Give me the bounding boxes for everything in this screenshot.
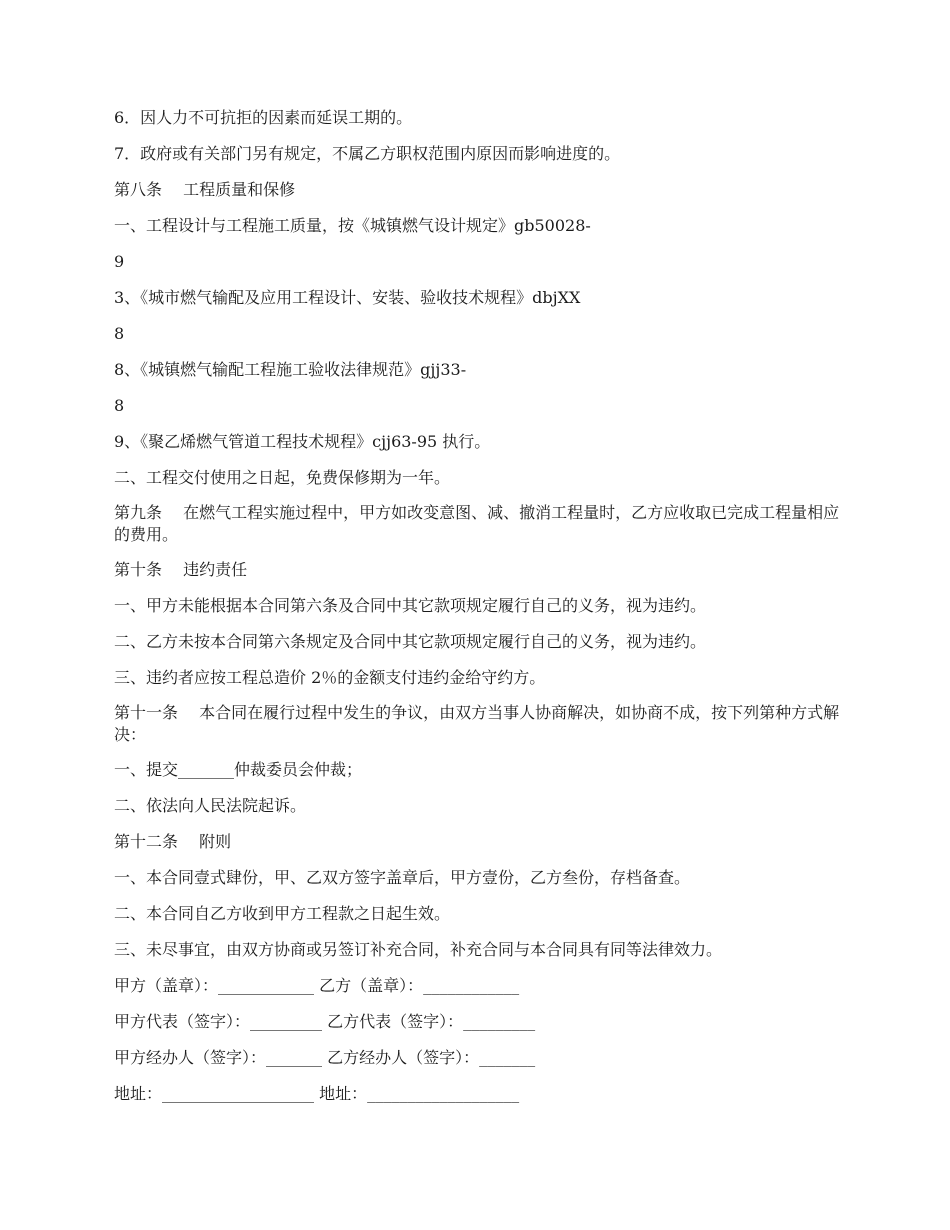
article-11-option-2: 二、依法向人民法院起诉。 (114, 796, 307, 815)
article-10-item-2: 二、乙方未按本合同第六条规定及合同中其它款项规定履行自己的义务，视为违约。 (114, 632, 707, 651)
article-12-item-2: 二、本合同自乙方收到甲方工程款之日起生效。 (114, 904, 451, 923)
article-8-heading: 第八条 工程质量和保修 (114, 180, 296, 199)
article-12-heading: 第十二条 附则 (114, 832, 232, 851)
article-8-item-9: 9、《聚乙烯燃气管道工程技术规程》cjj63-95 执行。 (114, 432, 491, 451)
article-10-item-3: 三、违约者应按工程总造价 2％的金额支付违约金给守约方。 (114, 668, 546, 687)
article-12-item-3: 三、未尽事宜，由双方协商或另签订补充合同，补充合同与本合同具有同等法律效力。 (114, 940, 723, 959)
article-11: 第十一条 本合同在履行过程中发生的争议，由双方当事人协商解决，如协商不成，按下列第种方式解决： (114, 703, 840, 744)
article-12-item-1: 一、本合同壹式肆份，甲、乙双方签字盖章后，甲方壹份，乙方叁份，存档备查。 (114, 868, 691, 887)
article-11-option-1: 一、提交_______仲裁委员会仲裁； (114, 760, 363, 779)
document-page (114, 106, 844, 1118)
article-8-item-8-suffix: 8 (114, 396, 125, 415)
article-10-heading: 第十条 违约责任 (114, 560, 248, 579)
article-10-item-1: 一、甲方未能根据本合同第六条及合同中其它款项规定履行自己的义务，视为违约。 (114, 596, 707, 615)
article-8-warranty: 二、工程交付使用之日起，免费保修期为一年。 (114, 468, 451, 487)
signature-handler-line: 甲方经办人（签字）：_______ 乙方经办人（签字）：_______ (114, 1048, 536, 1067)
clause-government-regulation: 7．政府或有关部门另有规定，不属乙方职权范围内原因而影响进度的。 (114, 144, 621, 163)
signature-representative-line: 甲方代表（签字）：_________ 乙方代表（签字）：_________ (114, 1012, 536, 1031)
article-8-item-3: 3、《城市燃气输配及应用工程设计、安装、验收技术规程》dbjXX (114, 288, 581, 307)
article-8-item-8: 8、《城镇燃气输配工程施工验收法律规范》gjj33- (114, 360, 467, 379)
article-8-item-1-suffix: 9 (114, 252, 125, 271)
article-8-item-3-suffix: 8 (114, 324, 125, 343)
clause-force-majeure: 6．因人力不可抗拒的因素而延误工期的。 (114, 108, 413, 127)
article-9: 第九条 在燃气工程实施过程中，甲方如改变意图、减、撤消工程量时，乙方应收取已完成工程量相应的费用。 (114, 503, 840, 544)
signature-seal-line: 甲方（盖章）：____________ 乙方（盖章）：____________ (114, 976, 520, 995)
article-8-item-1: 一、工程设计与工程施工质量，按《城镇燃气设计规定》gb50028- (114, 216, 591, 235)
address-line: 地址：___________________ 地址：___________________ (114, 1084, 520, 1103)
